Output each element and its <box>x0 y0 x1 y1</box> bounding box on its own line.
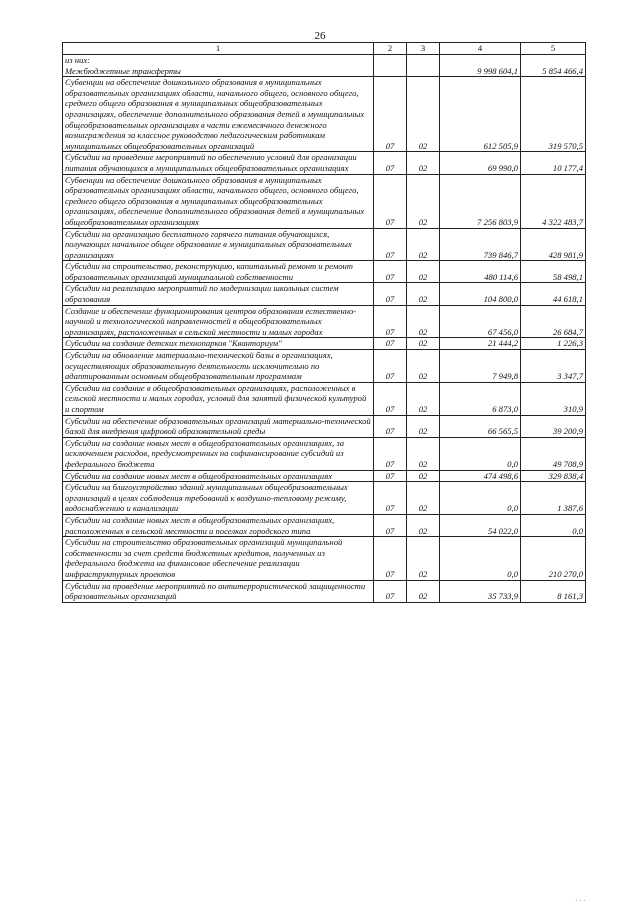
row-value-col5: 319 570,5 <box>521 77 586 152</box>
row-value-col5: 5 854 466,4 <box>521 55 586 77</box>
row-section: 07 <box>374 174 407 228</box>
table-row <box>63 338 586 350</box>
row-section: 07 <box>374 580 407 602</box>
row-value-col5: 329 838,4 <box>521 470 586 482</box>
header-col-5: 5 <box>521 43 586 55</box>
row-subsection: 02 <box>407 338 440 350</box>
table-row <box>63 152 586 174</box>
row-subsection <box>407 55 440 77</box>
row-section: 07 <box>374 152 407 174</box>
row-value-col5: 49 708,9 <box>521 437 586 470</box>
row-value-col4: 7 949,8 <box>440 350 521 383</box>
row-value-col5: 3 347,7 <box>521 350 586 383</box>
row-value-col4: 0,0 <box>440 437 521 470</box>
table-row <box>63 305 586 338</box>
row-name: Субсидии на создание новых мест в общеобразовательных организациях <box>63 470 374 482</box>
row-value-col5: 1 387,6 <box>521 482 586 515</box>
row-subsection: 02 <box>407 382 440 415</box>
row-section: 07 <box>374 415 407 437</box>
row-name: Создание и обеспечение функционирования центров образования естественно-научной и технологической направленностей в общеобразовательных организациях, расположенных в сельской местности и малых городах <box>63 305 374 338</box>
row-name: Субсидии на благоустройство зданий муниципальных общеобразовательных организаций в целях соблюдения требований к воздушно-тепловому режиму, водоснабжению и канализации <box>63 482 374 515</box>
row-section: 07 <box>374 261 407 283</box>
row-name: Субсидии на организацию бесплатного горячего питания обучающихся, получающих начальное общее образование в муниципальных образовательных организациях <box>63 228 374 261</box>
row-value-col4: 480 114,6 <box>440 261 521 283</box>
row-value-col4: 21 444,2 <box>440 338 521 350</box>
table-row <box>63 415 586 437</box>
row-value-col4: 739 846,7 <box>440 228 521 261</box>
row-value-col5: 210 270,0 <box>521 537 586 580</box>
row-value-col4: 612 505,9 <box>440 77 521 152</box>
row-value-col5: 1 226,3 <box>521 338 586 350</box>
page-number: 26 <box>314 30 326 42</box>
row-value-col4: 69 990,0 <box>440 152 521 174</box>
header-col-4: 4 <box>440 43 521 55</box>
row-name: Субсидии на создание в общеобразовательных организациях, расположенных в сельской местности и малых городах, условий для занятий физической культурой и спортом <box>63 382 374 415</box>
table-row <box>63 261 586 283</box>
row-section: 07 <box>374 305 407 338</box>
row-value-col4: 6 873,0 <box>440 382 521 415</box>
row-section: 07 <box>374 350 407 383</box>
row-name: Субвенции на обеспечение дошкольного образования в муниципальных образовательных организациях области, начального общего, основного общего, среднего общего образования в муниципальных общеобразовательных организациях, обеспечение дополнительного образования детей в муниципальных общеобразовательных организациях в части ежемесячного денежного вознаграждения за классное руководство педагогическим работникам муниципальных общеобразовательных организаций <box>63 77 374 152</box>
row-subsection: 02 <box>407 537 440 580</box>
row-value-col4: 0,0 <box>440 537 521 580</box>
row-name: Субвенции на обеспечение дошкольного образования в муниципальных образовательных организациях области, начального общего, основного общего, среднего общего образования в муниципальных общеобразовательных организациях, обеспечение дополнительного образования детей в муниципальных общеобразовательных организациях <box>63 174 374 228</box>
row-subsection: 02 <box>407 470 440 482</box>
header-row <box>63 43 586 55</box>
row-value-col4: 9 998 604,1 <box>440 55 521 77</box>
table-row <box>63 482 586 515</box>
row-subsection: 02 <box>407 261 440 283</box>
row-subsection: 02 <box>407 350 440 383</box>
table-row <box>63 228 586 261</box>
row-value-col5: 4 322 483,7 <box>521 174 586 228</box>
row-section: 07 <box>374 437 407 470</box>
row-subsection: 02 <box>407 437 440 470</box>
row-subsection: 02 <box>407 514 440 536</box>
table-row <box>63 470 586 482</box>
table-row <box>63 350 586 383</box>
row-subsection: 02 <box>407 580 440 602</box>
row-value-col5: 0,0 <box>521 514 586 536</box>
row-subsection: 02 <box>407 152 440 174</box>
table-body <box>63 55 586 603</box>
row-subsection: 02 <box>407 77 440 152</box>
row-name: Субсидии на проведение мероприятий по обеспечению условий для организации питания обучающихся в муниципальных общеобразовательных организациях <box>63 152 374 174</box>
row-name: Субсидии на реализацию мероприятий по модернизации школьных систем образования <box>63 283 374 305</box>
row-section: 07 <box>374 382 407 415</box>
row-name: Субсидии на обеспечение образовательных организаций материально-технической базой для внедрения цифровой образовательной среды <box>63 415 374 437</box>
row-name: Субсидии на проведение мероприятий по антитеррористической защищенности образовательных организаций <box>63 580 374 602</box>
row-value-col4: 67 456,0 <box>440 305 521 338</box>
row-section <box>374 55 407 77</box>
row-subsection: 02 <box>407 228 440 261</box>
table-row <box>63 537 586 580</box>
row-value-col4: 7 256 803,9 <box>440 174 521 228</box>
row-value-col4: 66 565,5 <box>440 415 521 437</box>
row-value-col5: 310,9 <box>521 382 586 415</box>
row-value-col5: 44 618,1 <box>521 283 586 305</box>
row-value-col5: 26 684,7 <box>521 305 586 338</box>
row-value-col4: 0,0 <box>440 482 521 515</box>
row-subsection: 02 <box>407 482 440 515</box>
row-name: Субсидии на обновление материально-технической базы в организациях, осуществляющих образовательную деятельность исключительно по адаптированным основным общеобразовательным программам <box>63 350 374 383</box>
table-row <box>63 283 586 305</box>
table-row <box>63 580 586 602</box>
row-value-col4: 35 733,9 <box>440 580 521 602</box>
header-col-2: 2 <box>374 43 407 55</box>
row-subsection: 02 <box>407 174 440 228</box>
row-subsection: 02 <box>407 415 440 437</box>
row-value-col5: 428 981,9 <box>521 228 586 261</box>
row-section: 07 <box>374 482 407 515</box>
row-value-col5: 8 161,3 <box>521 580 586 602</box>
row-section: 07 <box>374 514 407 536</box>
table-row <box>63 382 586 415</box>
row-value-col4: 104 800,0 <box>440 283 521 305</box>
row-section: 07 <box>374 228 407 261</box>
row-value-col5: 39 200,9 <box>521 415 586 437</box>
row-name: Субсидии на строительство образовательных организаций муниципальной собственности за счет средств бюджетных кредитов, полученных из федерального бюджета на финансовое обеспечение реализации инфраструктурных проектов <box>63 537 374 580</box>
row-section: 07 <box>374 283 407 305</box>
row-name: Субсидии на строительство, реконструкцию, капитальный ремонт и ремонт образовательных организаций муниципальной собственности <box>63 261 374 283</box>
row-name: из них: Межбюджетные трансферты <box>63 55 374 77</box>
row-name: Субсидии на создание детских технопарков "Кванториум" <box>63 338 374 350</box>
row-name: Субсидии на создание новых мест в общеобразовательных организациях, расположенных в сельской местности и поселках городского типа <box>63 514 374 536</box>
table-row <box>63 174 586 228</box>
row-section: 07 <box>374 470 407 482</box>
table-row <box>63 514 586 536</box>
row-section: 07 <box>374 77 407 152</box>
table-row <box>63 77 586 152</box>
row-section: 07 <box>374 537 407 580</box>
table-row <box>63 55 586 77</box>
budget-table <box>62 42 586 603</box>
row-section: 07 <box>374 338 407 350</box>
row-value-col4: 474 498,6 <box>440 470 521 482</box>
row-value-col5: 10 177,4 <box>521 152 586 174</box>
row-value-col4: 54 022,0 <box>440 514 521 536</box>
header-col-1: 1 <box>63 43 374 55</box>
row-subsection: 02 <box>407 283 440 305</box>
row-subsection: 02 <box>407 305 440 338</box>
header-col-3: 3 <box>407 43 440 55</box>
table-row <box>63 437 586 470</box>
row-value-col5: 58 498,1 <box>521 261 586 283</box>
row-name: Субсидии на создание новых мест в общеобразовательных организациях, за исключением расходов, предусмотренных на софинансирование субсидий из федерального бюджета <box>63 437 374 470</box>
